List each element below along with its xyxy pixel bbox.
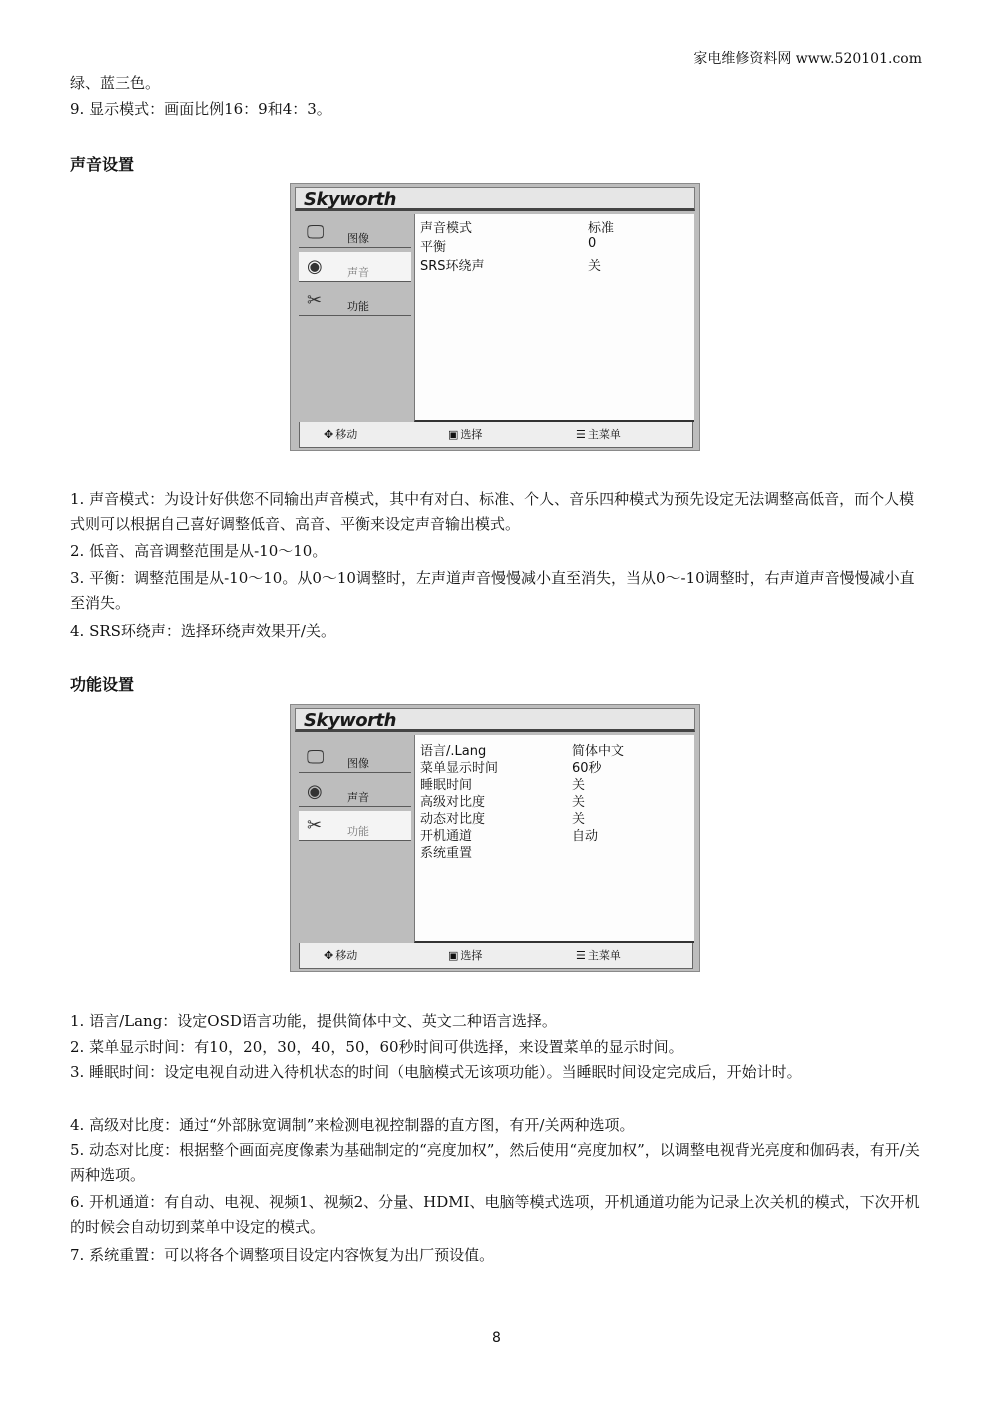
tv-icon: 🖵	[307, 747, 325, 768]
sound-heading: 声音设置	[70, 155, 135, 174]
osd-content	[414, 214, 694, 422]
footer-move-label: 移动	[335, 428, 358, 441]
page-number: 8	[492, 1330, 501, 1346]
function-heading: 功能设置	[70, 675, 135, 694]
osd-sidebar	[295, 735, 413, 943]
select-box-icon: ▣	[448, 949, 459, 962]
footer-menu	[576, 947, 621, 963]
tab-sound-label: 声音	[347, 266, 369, 279]
osd-row-value: 简体中文	[572, 744, 625, 759]
menu-icon: ☰	[576, 428, 586, 441]
footer-menu	[576, 426, 621, 442]
move-arrows-icon: ✥	[324, 949, 334, 962]
osd-row-value: 0	[588, 236, 597, 251]
osd-row-label: 动态对比度	[420, 812, 486, 827]
osd-titlebar	[295, 708, 695, 732]
osd-sidebar	[295, 214, 413, 422]
move-arrows-icon: ✥	[324, 428, 334, 441]
osd-row-label: 睡眠时间	[420, 778, 473, 793]
function-item-4: 4. 高级对比度：通过“外部脉宽调制”来检测电视控制器的直方图，有开/关两种选项。	[70, 1116, 635, 1134]
footer-menu-label: 主菜单	[587, 428, 621, 441]
menu-icon: ☰	[576, 949, 586, 962]
footer-move	[324, 426, 357, 442]
skyworth-logo: Skyworth	[304, 710, 396, 731]
tab-picture-label: 图像	[347, 232, 369, 245]
footer-select-label: 选择	[460, 428, 483, 441]
function-osd-menu	[290, 704, 700, 972]
footer-select-label: 选择	[460, 949, 483, 962]
osd-content	[414, 735, 694, 943]
tab-sound[interactable]	[299, 777, 411, 807]
osd-row-label: 语言/.Lang	[420, 744, 487, 759]
osd-row-value: 自动	[572, 829, 599, 844]
function-item-6: 6. 开机通道：有自动、电视、视频1、视频2、分量、HDMI、电脑等模式选项，开机通道功能为记录上次关机的模式，下次开机的时候会自动切到菜单中设定的模式。	[70, 1193, 920, 1236]
osd-row-value: 关	[572, 812, 586, 827]
speaker-icon: ◉	[307, 256, 323, 277]
osd-row-label: 高级对比度	[420, 795, 486, 810]
footer-select	[448, 947, 482, 963]
speaker-icon: ◉	[307, 781, 323, 802]
sound-item-4: 4. SRS环绕声：选择环绕声效果开/关。	[70, 622, 336, 640]
osd-row-label: 开机通道	[420, 829, 473, 844]
osd-row-label: 系统重置	[420, 846, 473, 861]
osd-row-label: 平衡	[420, 240, 447, 255]
tab-picture-label: 图像	[347, 757, 369, 770]
osd-titlebar	[295, 187, 695, 211]
skyworth-logo: Skyworth	[304, 189, 396, 210]
tab-sound-label: 声音	[347, 791, 369, 804]
function-item-5: 5. 动态对比度：根据整个画面亮度像素为基础制定的“亮度加权”，然后使用“亮度加权”，以调整电视背光亮度和伽码表，有开/关两种选项。	[70, 1141, 920, 1184]
select-box-icon: ▣	[448, 428, 459, 441]
tab-function-label: 功能	[347, 825, 369, 838]
sound-item-3: 3. 平衡：调整范围是从-10～10。从0～10调整时，左声道声音慢慢减小直至消失，当从0～-10调整时，右声道声音慢慢减小直至消失。	[70, 569, 915, 612]
osd-row-value: 关	[588, 259, 602, 274]
osd-row-value: 关	[572, 778, 586, 793]
function-item-7: 7. 系统重置：可以将各个调整项目设定内容恢复为出厂预设值。	[70, 1246, 495, 1264]
sound-item-1: 1. 声音模式：为设计好供您不同输出声音模式，其中有对白、标准、个人、音乐四种模式为预先设定无法调整高低音，而个人模式则可以根据自己喜好调整低音、高音、平衡来设定声音输出模式。	[70, 490, 915, 533]
osd-row-value: 关	[572, 795, 586, 810]
tab-picture[interactable]	[299, 743, 411, 773]
footer-move-label: 移动	[335, 949, 358, 962]
function-item-1: 1. 语言/Lang：设定OSD语言功能，提供简体中文、英文二种语言选择。	[70, 1012, 557, 1030]
function-item-3: 3. 睡眠时间：设定电视自动进入待机状态的时间（电脑模式无该项功能）。当睡眠时间设定完成后，开始计时。	[70, 1063, 802, 1081]
footer-select	[448, 426, 482, 442]
sound-osd-menu	[290, 183, 700, 451]
tv-icon: 🖵	[307, 222, 325, 243]
tab-function-label: 功能	[347, 300, 369, 313]
function-item-2: 2. 菜单显示时间：有10，20，30，40，50，60秒时间可供选择，来设置菜单的显示时间。	[70, 1038, 684, 1056]
osd-footer	[299, 422, 693, 448]
osd-footer	[299, 943, 693, 969]
osd-row-value: 60秒	[572, 761, 602, 776]
osd-row-label: 菜单显示时间	[420, 761, 499, 776]
osd-row-label: SRS环绕声	[420, 259, 485, 274]
footer-move	[324, 947, 357, 963]
intro-line-1: 绿、蓝三色。	[70, 74, 161, 92]
tools-icon: ✂	[307, 815, 323, 836]
tab-sound[interactable]	[299, 252, 411, 282]
site-header: 家电维修资料网 www.520101.com	[693, 51, 922, 67]
tools-icon: ✂	[307, 290, 323, 311]
intro-line-2: 9. 显示模式：画面比例16：9和4：3。	[70, 100, 332, 118]
footer-menu-label: 主菜单	[587, 949, 621, 962]
tab-function[interactable]	[299, 811, 411, 841]
tab-picture[interactable]	[299, 218, 411, 248]
osd-row-label: 声音模式	[420, 221, 473, 236]
osd-row-value: 标准	[588, 221, 615, 236]
tab-function[interactable]	[299, 286, 411, 316]
sound-item-2: 2. 低音、高音调整范围是从-10～10。	[70, 542, 328, 560]
